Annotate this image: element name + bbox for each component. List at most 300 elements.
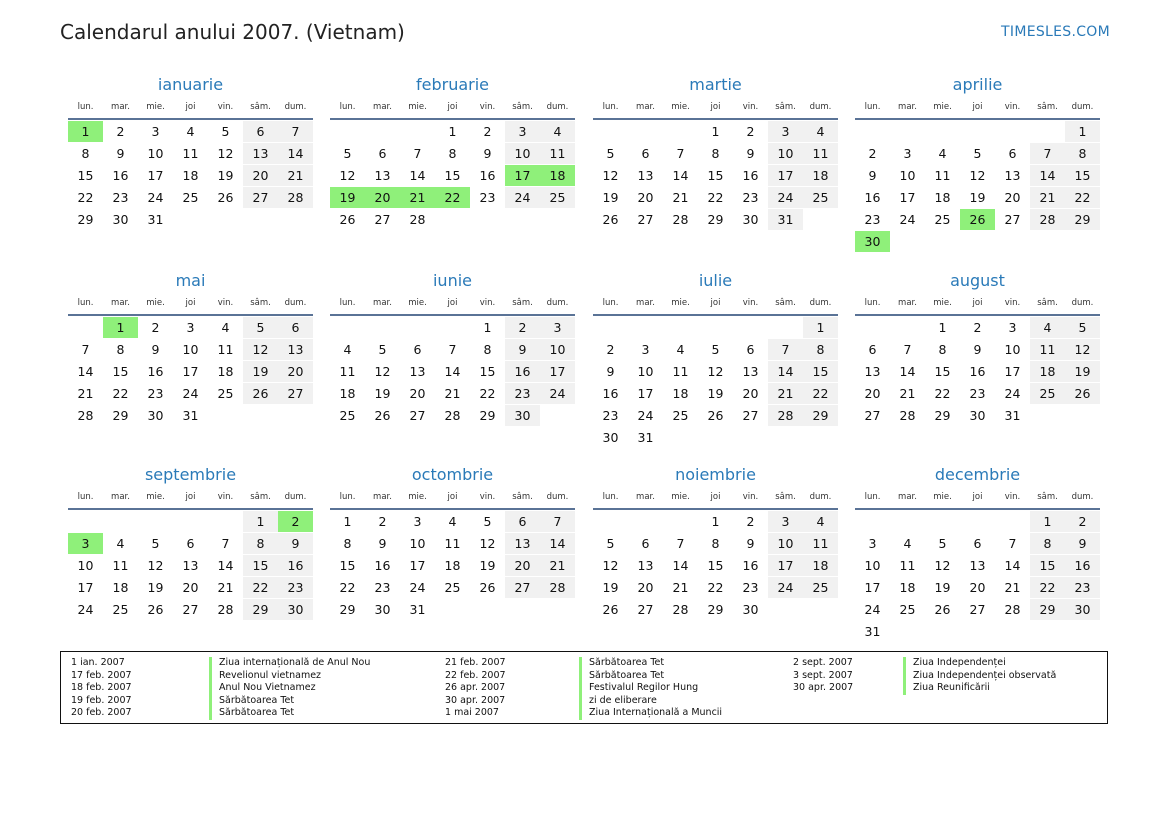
weekend-day: 23 xyxy=(1065,577,1100,598)
weekday-divider xyxy=(68,508,313,510)
weekend-day: 9 xyxy=(278,533,313,554)
day: 7 xyxy=(81,342,90,357)
empty-day xyxy=(435,209,470,230)
weekend-day: 8 xyxy=(1030,533,1065,554)
empty-day xyxy=(208,209,243,230)
day: 28 xyxy=(444,408,461,423)
day: 12 xyxy=(602,168,619,183)
day: 14 xyxy=(409,168,426,183)
weekday-label: sâm. xyxy=(775,298,796,308)
day: 11 xyxy=(672,364,689,379)
weekend-day: 24 xyxy=(768,577,803,598)
weekday-label: vin. xyxy=(217,102,234,112)
weekend-day: 22 xyxy=(1030,577,1065,598)
day: 16 xyxy=(742,558,759,573)
weekend-day: 13 xyxy=(243,143,278,164)
weekday-label: mar. xyxy=(898,492,917,502)
day: 23 xyxy=(969,386,986,401)
day: 9 xyxy=(116,146,125,161)
weekday-divider xyxy=(330,118,575,120)
day: 5 xyxy=(606,146,615,161)
weekday-label: sâm. xyxy=(250,298,271,308)
weekday-label: vin. xyxy=(217,298,234,308)
day: 18 xyxy=(112,580,129,595)
week-row xyxy=(855,621,1100,642)
weekday-label: mie. xyxy=(146,492,165,502)
empty-day xyxy=(1030,121,1065,142)
month-februarie xyxy=(330,74,575,230)
weekday-label: sâm. xyxy=(512,298,533,308)
week-row xyxy=(68,405,313,426)
month-name: aprilie xyxy=(952,75,1003,94)
day: 23 xyxy=(112,190,129,205)
weekday-label: mar. xyxy=(111,102,130,112)
day: 11 xyxy=(339,364,356,379)
day: 12 xyxy=(147,558,164,573)
weekday-label: dum. xyxy=(546,492,569,502)
day: 27 xyxy=(182,602,199,617)
week-row xyxy=(593,143,838,164)
day: 5 xyxy=(221,124,230,139)
day: 1 xyxy=(448,124,457,139)
day: 1 xyxy=(711,514,720,529)
day: 24 xyxy=(899,212,916,227)
weekend-day: 28 xyxy=(768,405,803,426)
legend-holiday-name: Anul Nou Vietnamez xyxy=(209,682,370,695)
weekend-day: 11 xyxy=(803,533,838,554)
day: 26 xyxy=(479,580,496,595)
weekend-day: 30 xyxy=(1065,599,1100,620)
day: 9 xyxy=(746,146,755,161)
weekday-label: dum. xyxy=(1071,102,1094,112)
day: 20 xyxy=(182,580,199,595)
weekend-day: 3 xyxy=(768,511,803,532)
weekday-label: lun. xyxy=(339,492,356,502)
legend-holiday-name: Ziua Independenței observată xyxy=(903,670,1056,683)
day: 30 xyxy=(147,408,164,423)
month-septembrie xyxy=(68,464,313,620)
day: 17 xyxy=(77,580,94,595)
day: 31 xyxy=(182,408,199,423)
empty-day xyxy=(628,121,663,142)
day: 30 xyxy=(742,212,759,227)
weekend-day: 8 xyxy=(243,533,278,554)
empty-day xyxy=(803,427,838,448)
empty-day xyxy=(330,121,365,142)
empty-day xyxy=(68,317,103,338)
week-row xyxy=(855,555,1100,576)
day: 7 xyxy=(903,342,912,357)
day: 23 xyxy=(602,408,619,423)
weekday-label: mie. xyxy=(146,298,165,308)
legend-holiday-name: Ziua Internațională a Muncii xyxy=(579,707,722,720)
weekend-day: 31 xyxy=(768,209,803,230)
empty-day xyxy=(995,231,1030,252)
day: 26 xyxy=(339,212,356,227)
day: 16 xyxy=(112,168,129,183)
empty-day xyxy=(1030,231,1065,252)
day: 8 xyxy=(116,342,125,357)
week-row xyxy=(593,405,838,426)
day: 8 xyxy=(483,342,492,357)
page-title: Calendarul anului 2007. (Vietnam) xyxy=(60,20,405,44)
weekend-day: 11 xyxy=(1030,339,1065,360)
weekend-day: 3 xyxy=(505,121,540,142)
day: 13 xyxy=(182,558,199,573)
month-martie xyxy=(593,74,838,230)
weekday-label: joi xyxy=(710,102,721,112)
month-name: mai xyxy=(175,271,206,290)
weekday-label: sâm. xyxy=(250,492,271,502)
empty-day xyxy=(138,511,173,532)
weekday-label: sâm. xyxy=(1037,102,1058,112)
holiday-day: 21 xyxy=(400,187,435,208)
empty-day xyxy=(663,427,698,448)
empty-day xyxy=(208,511,243,532)
legend-dates xyxy=(71,657,132,720)
weekend-day: 29 xyxy=(243,599,278,620)
weekday-header xyxy=(593,96,838,118)
empty-day xyxy=(1065,231,1100,252)
weekend-day: 17 xyxy=(540,361,575,382)
empty-day xyxy=(278,405,313,426)
day: 30 xyxy=(742,602,759,617)
weekday-label: joi xyxy=(710,492,721,502)
weekday-label: sâm. xyxy=(512,492,533,502)
day: 28 xyxy=(1004,602,1021,617)
month-iunie xyxy=(330,270,575,426)
weekend-day: 4 xyxy=(540,121,575,142)
empty-day xyxy=(733,427,768,448)
empty-day xyxy=(890,231,925,252)
weekday-label: joi xyxy=(710,298,721,308)
day: 15 xyxy=(112,364,129,379)
day: 25 xyxy=(112,602,129,617)
day: 30 xyxy=(374,602,391,617)
weekday-label: mie. xyxy=(408,102,427,112)
week-row xyxy=(855,231,1100,252)
empty-day xyxy=(803,599,838,620)
day: 14 xyxy=(672,558,689,573)
week-row xyxy=(593,427,838,448)
empty-day xyxy=(995,621,1030,642)
month-august xyxy=(855,270,1100,426)
legend-date: 3 sept. 2007 xyxy=(793,669,853,681)
day: 2 xyxy=(606,342,615,357)
legend-date: 2 sept. 2007 xyxy=(793,657,853,668)
weekday-divider xyxy=(330,508,575,510)
month-name: februarie xyxy=(415,75,490,94)
empty-day xyxy=(628,317,663,338)
empty-day xyxy=(470,599,505,620)
weekday-label: lun. xyxy=(864,102,881,112)
day: 14 xyxy=(1004,558,1021,573)
day: 29 xyxy=(707,602,724,617)
weekend-day: 26 xyxy=(1065,383,1100,404)
weekday-label: dum. xyxy=(1071,492,1094,502)
empty-day xyxy=(890,317,925,338)
day: 23 xyxy=(147,386,164,401)
empty-day xyxy=(243,209,278,230)
weekday-label: dum. xyxy=(1071,298,1094,308)
empty-day xyxy=(995,121,1030,142)
weekday-label: mar. xyxy=(111,492,130,502)
day: 9 xyxy=(606,364,615,379)
week-row xyxy=(855,143,1100,164)
weekday-label: mie. xyxy=(408,298,427,308)
weekend-day: 27 xyxy=(505,577,540,598)
weekend-day: 20 xyxy=(243,165,278,186)
day: 16 xyxy=(864,190,881,205)
holiday-day: 18 xyxy=(540,165,575,186)
day: 25 xyxy=(217,386,234,401)
legend-names xyxy=(579,657,722,720)
weekend-day: 30 xyxy=(278,599,313,620)
week-row xyxy=(593,121,838,142)
weekend-day: 6 xyxy=(243,121,278,142)
weekday-label: joi xyxy=(972,102,983,112)
week-row xyxy=(855,361,1100,382)
holiday-day: 19 xyxy=(330,187,365,208)
weekday-label: mar. xyxy=(373,492,392,502)
legend-date: 22 feb. 2007 xyxy=(445,669,506,681)
day: 29 xyxy=(479,408,496,423)
holiday-day: 17 xyxy=(505,165,540,186)
month-name: iunie xyxy=(432,271,472,290)
week-row xyxy=(330,577,575,598)
day: 11 xyxy=(444,536,461,551)
weekend-day: 16 xyxy=(278,555,313,576)
day: 26 xyxy=(934,602,951,617)
day: 12 xyxy=(602,558,619,573)
day: 9 xyxy=(973,342,982,357)
empty-day xyxy=(173,511,208,532)
day: 19 xyxy=(374,386,391,401)
weekday-header xyxy=(855,486,1100,508)
empty-day xyxy=(1065,405,1100,426)
day: 13 xyxy=(637,168,654,183)
weekend-day: 16 xyxy=(1065,555,1100,576)
weekend-day: 14 xyxy=(278,143,313,164)
week-row xyxy=(855,577,1100,598)
day: 14 xyxy=(77,364,94,379)
empty-day xyxy=(400,317,435,338)
weekday-label: sâm. xyxy=(1037,298,1058,308)
day: 12 xyxy=(339,168,356,183)
empty-day xyxy=(540,405,575,426)
empty-day xyxy=(173,209,208,230)
day: 9 xyxy=(378,536,387,551)
day: 5 xyxy=(973,146,982,161)
weekend-day: 26 xyxy=(243,383,278,404)
day: 20 xyxy=(637,190,654,205)
empty-day xyxy=(1030,405,1065,426)
weekday-label: lun. xyxy=(77,298,94,308)
weekend-day: 7 xyxy=(278,121,313,142)
day: 3 xyxy=(641,342,650,357)
empty-day xyxy=(628,511,663,532)
week-row xyxy=(68,165,313,186)
day: 16 xyxy=(742,168,759,183)
week-row xyxy=(855,383,1100,404)
day: 14 xyxy=(217,558,234,573)
weekday-divider xyxy=(593,508,838,510)
weekend-day: 18 xyxy=(803,555,838,576)
day: 8 xyxy=(448,146,457,161)
day: 7 xyxy=(221,536,230,551)
day: 25 xyxy=(182,190,199,205)
weekend-day: 1 xyxy=(1030,511,1065,532)
weekend-day: 1 xyxy=(803,317,838,338)
weekend-day: 18 xyxy=(803,165,838,186)
day: 29 xyxy=(707,212,724,227)
weekend-day: 10 xyxy=(505,143,540,164)
day: 6 xyxy=(1008,146,1017,161)
week-row xyxy=(68,361,313,382)
legend-date: 20 feb. 2007 xyxy=(71,707,132,719)
site-link[interactable]: TIMESLES.COM xyxy=(1001,24,1110,40)
empty-day xyxy=(855,511,890,532)
weekday-label: mie. xyxy=(671,492,690,502)
day: 13 xyxy=(637,558,654,573)
empty-day xyxy=(365,317,400,338)
day: 28 xyxy=(77,408,94,423)
weekday-header xyxy=(68,486,313,508)
day: 10 xyxy=(147,146,164,161)
day: 8 xyxy=(711,146,720,161)
weekday-label: sâm. xyxy=(775,102,796,112)
day: 2 xyxy=(746,124,755,139)
week-row xyxy=(593,317,838,338)
empty-day xyxy=(890,121,925,142)
weekday-label: dum. xyxy=(809,492,832,502)
holiday-day: 22 xyxy=(435,187,470,208)
day: 7 xyxy=(1008,536,1017,551)
day: 22 xyxy=(934,386,951,401)
weekend-day: 3 xyxy=(540,317,575,338)
weekend-day: 2 xyxy=(505,317,540,338)
day: 5 xyxy=(483,514,492,529)
weekend-day: 19 xyxy=(243,361,278,382)
weekend-day: 8 xyxy=(1065,143,1100,164)
empty-day xyxy=(960,511,995,532)
holiday-legend xyxy=(60,651,1108,724)
empty-day xyxy=(733,317,768,338)
weekend-day: 14 xyxy=(1030,165,1065,186)
day: 7 xyxy=(676,536,685,551)
day: 3 xyxy=(868,536,877,551)
week-row xyxy=(855,121,1100,142)
holiday-day: 30 xyxy=(855,231,890,252)
day: 7 xyxy=(676,146,685,161)
week-row xyxy=(68,317,313,338)
day: 25 xyxy=(672,408,689,423)
day: 2 xyxy=(378,514,387,529)
day: 5 xyxy=(378,342,387,357)
day: 13 xyxy=(864,364,881,379)
weekday-label: dum. xyxy=(284,102,307,112)
empty-day xyxy=(995,511,1030,532)
holiday-day: 20 xyxy=(365,187,400,208)
month-noiembrie xyxy=(593,464,838,620)
weekend-day: 21 xyxy=(768,383,803,404)
day: 4 xyxy=(448,514,457,529)
empty-day xyxy=(540,599,575,620)
empty-day xyxy=(365,121,400,142)
day: 13 xyxy=(969,558,986,573)
empty-day xyxy=(435,317,470,338)
weekend-day: 20 xyxy=(278,361,313,382)
week-row xyxy=(593,187,838,208)
weekday-divider xyxy=(855,508,1100,510)
legend-dates xyxy=(445,657,506,720)
weekend-day: 7 xyxy=(1030,143,1065,164)
weekend-day: 5 xyxy=(243,317,278,338)
empty-day xyxy=(330,317,365,338)
day: 24 xyxy=(864,602,881,617)
legend-date: 18 feb. 2007 xyxy=(71,682,132,694)
empty-day xyxy=(768,599,803,620)
legend-date: 26 apr. 2007 xyxy=(445,682,506,694)
legend-names xyxy=(209,657,370,720)
day: 31 xyxy=(637,430,654,445)
day: 6 xyxy=(973,536,982,551)
weekend-day: 15 xyxy=(1065,165,1100,186)
day: 29 xyxy=(112,408,129,423)
week-row xyxy=(855,317,1100,338)
legend-holiday-name: Ziua Reunificării xyxy=(903,682,1056,695)
weekend-day: 30 xyxy=(505,405,540,426)
weekday-header xyxy=(593,486,838,508)
day: 21 xyxy=(444,386,461,401)
empty-day xyxy=(243,405,278,426)
day: 22 xyxy=(112,386,129,401)
weekday-label: joi xyxy=(185,102,196,112)
day: 3 xyxy=(186,320,195,335)
week-row xyxy=(855,599,1100,620)
day: 29 xyxy=(77,212,94,227)
day: 19 xyxy=(479,558,496,573)
day: 26 xyxy=(217,190,234,205)
empty-day xyxy=(593,121,628,142)
weekend-day: 22 xyxy=(1065,187,1100,208)
weekday-header xyxy=(593,292,838,314)
day: 6 xyxy=(746,342,755,357)
month-name: ianuarie xyxy=(157,75,224,94)
weekend-day: 12 xyxy=(1065,339,1100,360)
weekday-label: mar. xyxy=(111,298,130,308)
day: 23 xyxy=(742,190,759,205)
day: 14 xyxy=(444,364,461,379)
weekend-day: 24 xyxy=(540,383,575,404)
day: 25 xyxy=(899,602,916,617)
empty-day xyxy=(960,121,995,142)
week-row xyxy=(68,577,313,598)
weekend-day: 10 xyxy=(540,339,575,360)
day: 6 xyxy=(378,146,387,161)
month-iulie xyxy=(593,270,838,448)
weekday-divider xyxy=(855,314,1100,316)
weekend-day: 14 xyxy=(768,361,803,382)
day: 15 xyxy=(479,364,496,379)
day: 8 xyxy=(711,536,720,551)
weekend-day: 15 xyxy=(803,361,838,382)
empty-day xyxy=(768,427,803,448)
day: 3 xyxy=(413,514,422,529)
day: 8 xyxy=(343,536,352,551)
empty-day xyxy=(960,231,995,252)
weekday-label: vin. xyxy=(742,298,759,308)
